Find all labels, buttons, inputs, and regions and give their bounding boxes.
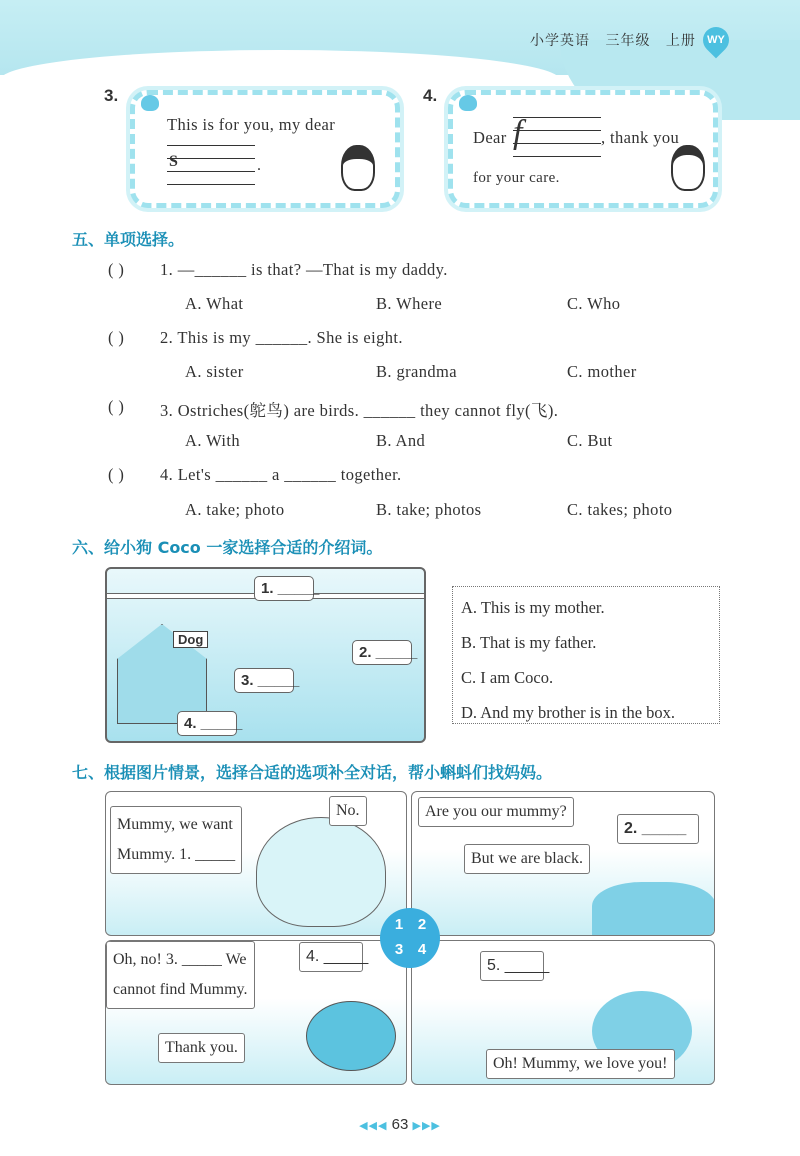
option-b: B. take; photos	[376, 500, 482, 519]
page-number: 63	[391, 1116, 409, 1133]
boy-avatar	[671, 145, 705, 191]
option-c: C. I am Coco.	[461, 668, 554, 687]
comic-panel-2	[411, 791, 715, 936]
comic-panel-1	[105, 791, 407, 936]
intro-options-box	[452, 586, 720, 724]
option-b: B. And	[376, 431, 426, 450]
option-c: C. Who	[567, 294, 621, 313]
card-text: Dear	[473, 128, 507, 147]
doghouse-sign: Dog	[173, 631, 208, 648]
writing-line	[513, 117, 601, 118]
speech-bubble: Thank you.	[158, 1033, 245, 1063]
writing-line	[167, 184, 255, 185]
speech-bubble: No.	[329, 796, 367, 826]
option-d: D. And my brother is in the box.	[461, 703, 676, 722]
section-7-title: 七、根据图片情景，选择合适的选项补全对话，帮小蝌蚪们找妈妈。	[72, 763, 553, 782]
label-1[interactable]: 1. _____	[254, 576, 314, 601]
option-c: C. But	[567, 431, 613, 450]
panel-number-badge: 1 2 3 4	[380, 908, 440, 968]
option-b: B. That is my father.	[461, 633, 597, 652]
comic-panel-4	[411, 940, 715, 1085]
speech-bubble: Are you our mummy?	[418, 797, 574, 827]
section-6-title: 六、给小狗 Coco 一家选择合适的介绍词。	[72, 538, 383, 557]
option-a: A. What	[185, 294, 244, 313]
heart-icon	[459, 95, 477, 111]
prev-arrows-icon: ◀◀◀	[359, 1120, 388, 1132]
writing-line	[513, 156, 601, 157]
girl-avatar	[341, 145, 375, 191]
answer-paren[interactable]: ( )	[108, 328, 125, 347]
duck	[256, 817, 386, 927]
heart-icon	[141, 95, 159, 111]
next-arrows-icon: ▶▶▶	[412, 1120, 441, 1132]
writing-line	[167, 158, 255, 159]
card-3	[130, 90, 400, 208]
answer-paren[interactable]: ( )	[108, 260, 125, 279]
option-c: C. takes; photo	[567, 500, 673, 519]
label-2[interactable]: 2. _____	[352, 640, 412, 665]
label-4[interactable]: 4. _____	[177, 711, 237, 736]
writing-line	[513, 130, 601, 131]
answer-letter: f	[513, 114, 523, 151]
speech-bubble: 2. _____	[617, 814, 699, 844]
turtle	[306, 1001, 396, 1071]
option-b: B. grandma	[376, 362, 457, 381]
speech-bubble: Mummy, we want Mummy. 1. _____	[110, 806, 242, 874]
question-text: 2. This is my ______. She is eight.	[160, 328, 403, 347]
card-number: 3.	[104, 86, 119, 105]
period: .	[257, 157, 261, 174]
writing-line	[167, 145, 255, 146]
question-text: 1. —______ is that? —That is my daddy.	[160, 260, 448, 279]
question-text: 4. Let's ______ a ______ together.	[160, 465, 402, 484]
answer-letter: S	[169, 153, 178, 170]
speech-bubble: Oh, no! 3. _____ We cannot find Mummy.	[106, 941, 255, 1009]
card-number: 4.	[423, 86, 438, 105]
speech-bubble: 4. _____	[299, 942, 363, 972]
publisher-badge: WY	[698, 22, 735, 59]
answer-paren[interactable]: ( )	[108, 397, 125, 416]
page-footer	[340, 1116, 460, 1133]
option-a: A. This is my mother.	[461, 598, 605, 617]
option-c: C. mother	[567, 362, 637, 381]
option-a: A. take; photo	[185, 500, 285, 519]
dog-family-illustration	[105, 567, 426, 743]
card-4	[448, 90, 718, 208]
answer-paren[interactable]: ( )	[108, 465, 125, 484]
writing-line	[167, 171, 255, 172]
card-text: for your care.	[473, 170, 560, 186]
speech-bubble: But we are black.	[464, 844, 590, 874]
speech-bubble: Oh! Mummy, we love you!	[486, 1049, 675, 1079]
card-text: , thank you	[601, 128, 680, 147]
card-text: This is for you, my dear	[167, 115, 336, 134]
option-a: A. sister	[185, 362, 244, 381]
option-b: B. Where	[376, 294, 443, 313]
section-5-title: 五、单项选择。	[72, 230, 185, 249]
writing-line	[513, 143, 601, 144]
label-3[interactable]: 3. _____	[234, 668, 294, 693]
comic-panel-3	[105, 940, 407, 1085]
rock	[592, 882, 715, 936]
speech-bubble: 5. _____	[480, 951, 544, 981]
book-title: 小学英语 三年级 上册	[530, 33, 696, 49]
option-a: A. With	[185, 431, 240, 450]
question-text: 3. Ostriches(鸵鸟) are birds. ______ they cannot fly(飞).	[160, 401, 559, 420]
